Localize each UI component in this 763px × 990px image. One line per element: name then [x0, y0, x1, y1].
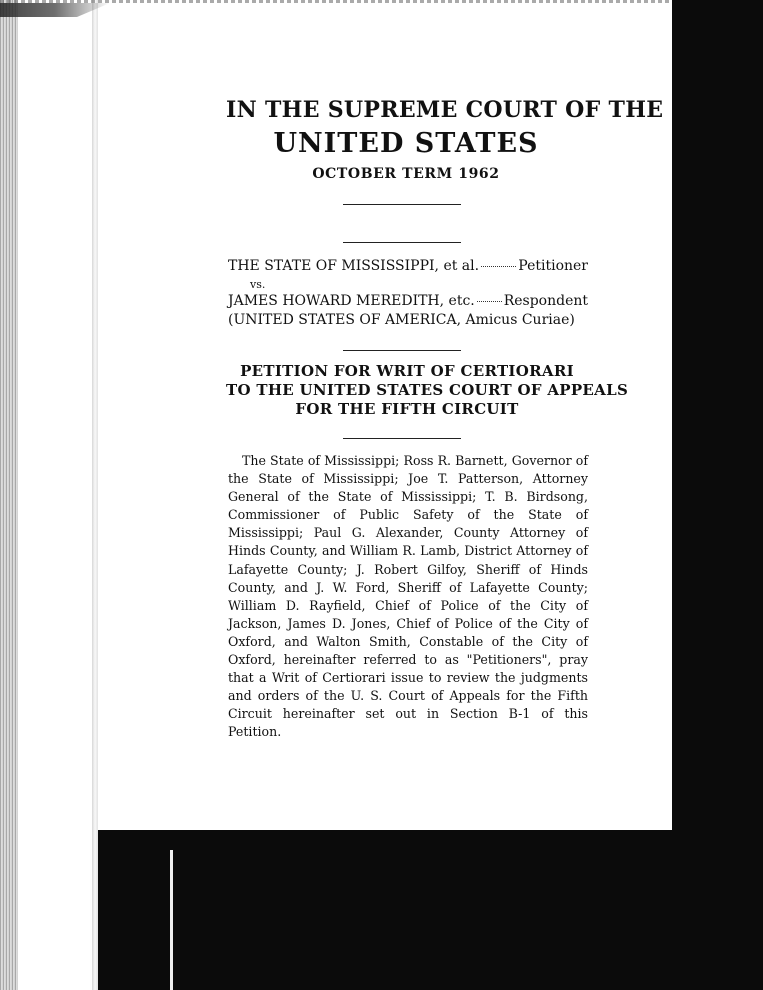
scan-bottom-left-margin [18, 830, 92, 990]
dotted-leader [481, 265, 516, 267]
court-term: OCTOBER TERM 1962 [312, 166, 500, 182]
dotted-leader [477, 300, 502, 302]
respondent-name: JAMES HOWARD MEREDITH, etc. [228, 293, 475, 309]
court-title: IN THE SUPREME COURT OF THE [226, 97, 664, 123]
amicus-line: (UNITED STATES OF AMERICA, Amicus Curiae) [228, 312, 575, 328]
scan-right-black-band [672, 0, 763, 990]
petition-title-line-1: PETITION FOR WRIT OF CERTIORARI [240, 362, 574, 380]
respondent-line [228, 293, 588, 309]
respondent-role: Respondent [503, 293, 588, 309]
divider-rule [343, 350, 461, 351]
petitioner-line [228, 258, 588, 274]
petitioner-role: Petitioner [518, 258, 588, 274]
petitioner-name: THE STATE OF MISSISSIPPI, et al. [228, 258, 480, 274]
petition-title-line-2: TO THE UNITED STATES COURT OF APPEALS [226, 381, 629, 399]
scan-left-edge [0, 0, 18, 990]
scan-bottom-stroke [170, 850, 173, 990]
scan-bottom-black-band [98, 830, 672, 990]
petition-body-paragraph: The State of Mississippi; Ross R. Barnett, Governor of the State of Mississippi; Joe T. Patterson, Attorney General of the State of Mississippi; T. B. Birdsong, Commissioner of Public Safety of the State of Mississippi; Paul G. Alexander, County Attorney of Hinds County, and William R. Lamb, District Attorney of Lafayette County; J. Robert Gilfoy, Sheriff of Hinds County, and J. W. Ford, Sheriff of Lafayette County; William D. Rayfield, Chief of Police of the City of Jackson, James D. Jones, Chief of Police of the City of Oxford, and Walton Smith, Constable of the City of Oxford, hereinafter referred to as "Petitioners", pray that a Writ of Certiorari issue to review the judgments and orders of the U. S. Court of Appeals for the Fifth Circuit hereinafter set out in Section B-1 of this Petition. [228, 453, 588, 740]
divider-rule [343, 242, 461, 243]
divider-rule [343, 438, 461, 439]
versus-label: vs. [250, 278, 266, 291]
scan-top-edge [0, 0, 763, 3]
petition-title-line-3: FOR THE FIFTH CIRCUIT [295, 400, 519, 418]
court-country: UNITED STATES [273, 128, 539, 159]
divider-rule [343, 204, 461, 205]
